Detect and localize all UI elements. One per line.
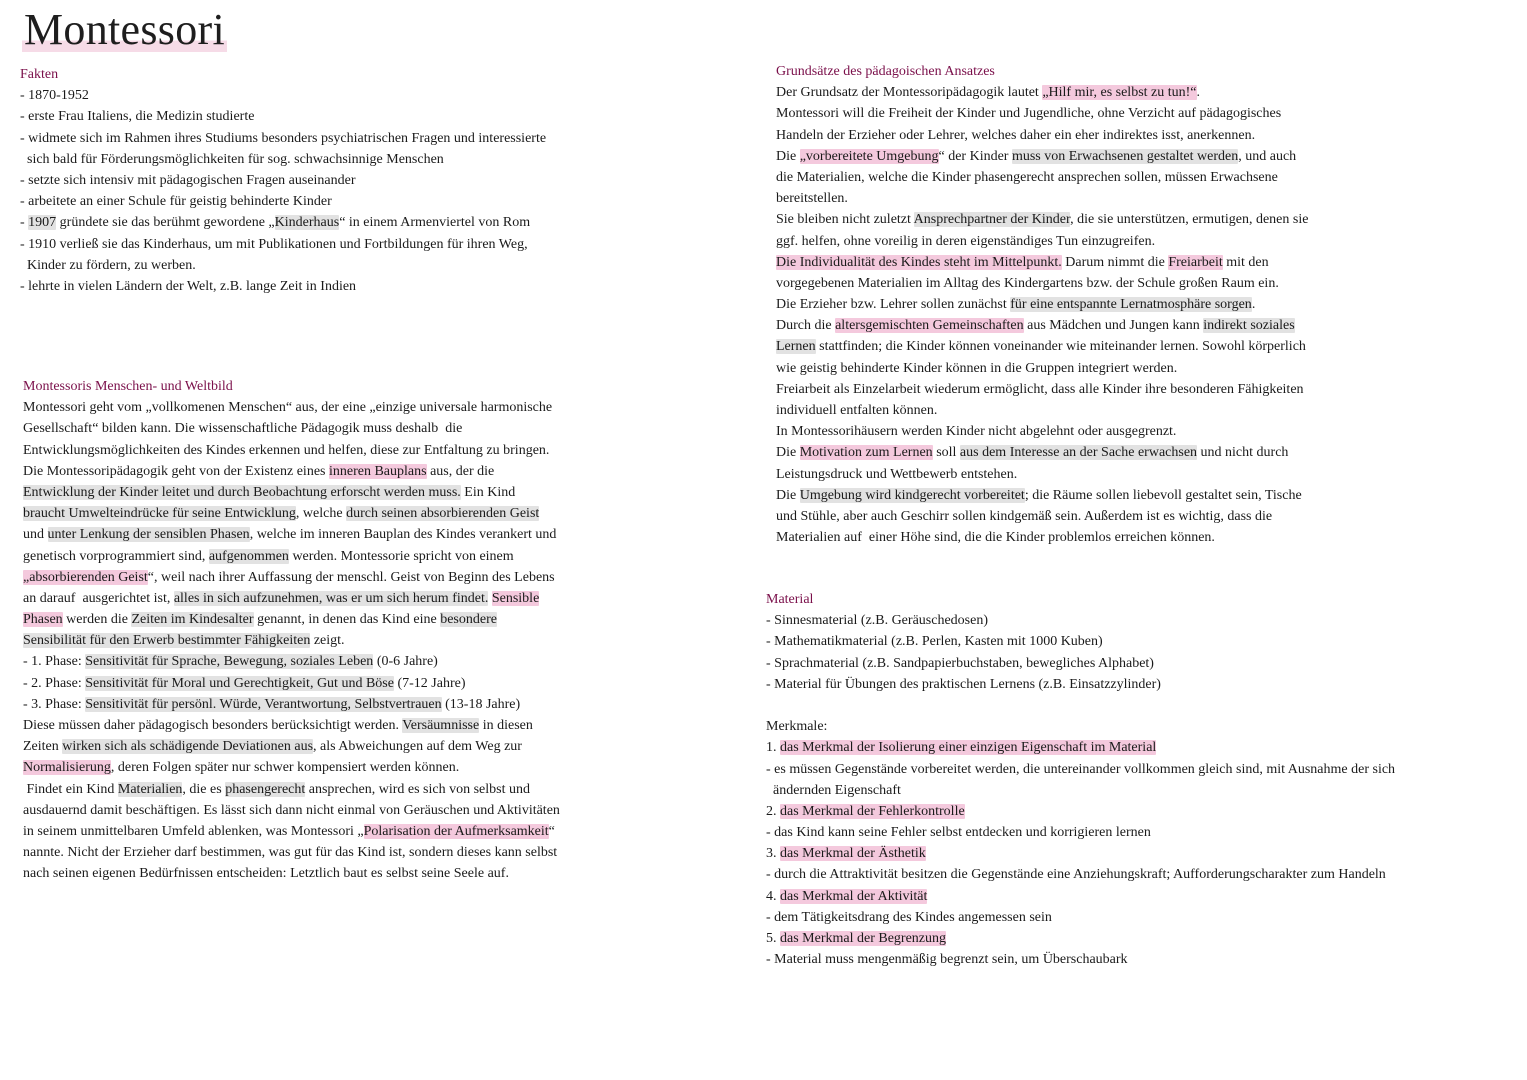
text-segment: Freiarbeit als Einzelarbeit wiederum ermöglicht, dass alle Kinder ihre besonderen Fähigkeiten (776, 381, 1304, 397)
text-segment: vorgegebenen Materialien im Alltag des Kindergartens bzw. der Schule großen Raum ein. (776, 275, 1279, 291)
text-segment: (0-6 Jahre) (373, 654, 438, 670)
text-segment: . (1251, 297, 1256, 313)
text-segment: Die Montessoripädagogik geht von der Existenz eines (23, 463, 329, 479)
highlighted-phrase: indirekt soziales (1203, 318, 1295, 334)
highlighted-phrase: inneren Bauplans (328, 463, 427, 479)
text-segment: . (1196, 85, 1201, 101)
text-segment: in diesen (479, 718, 533, 733)
text-line (766, 801, 1395, 822)
text-segment: , welche (295, 506, 347, 522)
text-segment: Materialien auf einer Höhe sind, die die Kinder problemlos erreichen können. (776, 530, 1215, 546)
text-line (776, 252, 1308, 273)
highlighted-phrase: Versäumnisse (402, 718, 480, 733)
text-segment: Montessori will die Freiheit der Kinder und Jugendliche, ohne Verzicht auf pädagogisches (776, 106, 1282, 122)
highlighted-phrase: phasengerecht (225, 781, 306, 797)
section-heading: Grundsätze des pädagoischen Ansatzes (776, 64, 995, 79)
text-segment: 5. (766, 931, 780, 946)
text-segment: mit den (1222, 254, 1269, 270)
text-segment: an darauf ausgerichtet ist, (23, 590, 174, 606)
text-line (766, 695, 1395, 716)
text-line (776, 315, 1308, 336)
text-segment: und (23, 527, 48, 543)
text-segment: Leistungsdruck und Wettbewerb entstehen. (776, 466, 1018, 482)
highlighted-phrase: alles in sich aufzunehmen, was er um sich herum findet. (173, 590, 489, 606)
text-line (20, 276, 546, 297)
text-segment: aus, der die (426, 463, 495, 479)
text-line (776, 209, 1308, 230)
text-line (23, 757, 560, 778)
text-line (23, 482, 560, 503)
text-segment: Die Erzieher bzw. Lehrer sollen zunächst (776, 297, 1011, 313)
text-line (776, 358, 1308, 379)
highlighted-phrase: „absorbierenden Geist (23, 569, 148, 585)
text-segment: Gesellschaft“ bilden kann. Die wissenschaftliche Pädagogik muss deshalb die (23, 421, 463, 437)
highlighted-phrase: Kinderhaus (274, 215, 340, 231)
text-segment: , als Abweichungen auf dem Weg zur (313, 739, 522, 755)
text-segment: - Sinnesmaterial (z.B. Geräuschedosen) (766, 613, 988, 629)
highlighted-phrase: Materialien (117, 781, 183, 797)
text-segment: - durch die Attraktivität besitzen die Gegenstände eine Anziehungskraft; Aufforderungscharakter zum Handeln (766, 867, 1386, 883)
highlighted-phrase: Umgebung wird kindgerecht vorbereitet (799, 487, 1025, 503)
text-segment: stattfinden; die Kinder können voneinander wie miteinander lernen. Sowohl körperlich (815, 339, 1306, 355)
text-line (766, 780, 1395, 801)
text-line (776, 379, 1308, 400)
text-segment: individuell entfalten können. (776, 403, 938, 418)
text-segment: Die (776, 148, 800, 164)
text-segment: nach seinen eigenen Bedürfnissen entscheiden: Letztlich baut es selbst seine Seele auf. (23, 866, 509, 882)
text-line (766, 631, 1395, 652)
text-line (776, 125, 1308, 146)
text-segment: , deren Folgen später nur schwer kompensiert werden können. (110, 760, 460, 776)
text-line (766, 907, 1395, 928)
highlighted-phrase: durch seinen absorbierenden Geist (346, 506, 540, 522)
text-segment: bereitstellen. (776, 191, 848, 207)
text-line (23, 546, 560, 567)
text-line (776, 336, 1308, 357)
text-line (766, 886, 1395, 907)
text-line (776, 400, 1308, 421)
text-segment: - es müssen Gegenstände vorbereitet werden, die untereinander vollkommen gleich sind, mit Ausnahme der sich (766, 761, 1396, 777)
page-title: Montessori (24, 5, 225, 54)
section-material (766, 589, 1395, 970)
text-segment: In Montessorihäusern werden Kinder nicht abgelehnt oder ausgegrenzt. (776, 424, 1177, 440)
section-grundsaetze (776, 61, 1308, 548)
text-segment: Die (776, 487, 800, 503)
text-line (776, 421, 1308, 442)
text-segment: und Stühle, aber auch Geschirr sollen kindgemäß sein. Außerdem ist es wichtig, dass die (776, 508, 1273, 524)
text-segment: Durch die (776, 318, 836, 334)
text-segment: wie geistig behinderte Kinder können in die Gruppen integriert werden. (776, 360, 1178, 376)
text-segment: - (20, 215, 29, 231)
text-line (23, 800, 560, 821)
highlighted-phrase: Polarisation der Aufmerksamkeit (363, 823, 549, 839)
text-segment: - Mathematikmaterial (z.B. Perlen, Kasten mit 1000 Kuben) (766, 634, 1103, 650)
text-segment: ändernden Eigenschaft (766, 782, 901, 798)
text-line (23, 779, 560, 800)
text-line (20, 106, 546, 127)
text-line (766, 928, 1395, 949)
text-segment: nannte. Nicht der Erzieher darf bestimmen, was gut für das Kind ist, sondern dieses kann selbst (23, 845, 558, 861)
highlighted-phrase: braucht Umwelteindrücke für seine Entwicklung (23, 506, 296, 522)
text-segment: , die es (182, 781, 226, 797)
text-line (776, 442, 1308, 463)
text-segment: , die sie unterstützen, ermutigen, denen sie (1070, 212, 1309, 228)
highlighted-phrase: Sensitivität für Sprache, Bewegung, soziales Leben (85, 654, 374, 670)
text-line (23, 651, 560, 672)
text-line (20, 85, 546, 106)
highlighted-phrase: Normalisierung (23, 760, 111, 776)
text-line (766, 674, 1395, 695)
text-line (23, 397, 560, 418)
text-segment: ggf. helfen, ohne voreilig in deren eigenständiges Tun einzugreifen. (776, 233, 1156, 249)
highlighted-phrase: das Merkmal der Aktivität (780, 888, 928, 904)
highlighted-phrase: Ansprechpartner der Kinder (913, 212, 1071, 228)
text-segment: Diese müssen daher pädagogisch besonders berücksichtigt werden. (23, 718, 403, 733)
text-segment: ansprechen, wird es sich von selbst und (305, 781, 530, 797)
text-segment: genannt, in denen das Kind eine (253, 612, 441, 628)
text-segment: 3. (766, 846, 780, 862)
text-line (23, 418, 560, 439)
text-line (23, 736, 560, 757)
text-segment: Merkmale: (766, 719, 828, 735)
highlighted-phrase: Freiarbeit (1168, 254, 1223, 270)
text-segment: “, weil nach ihrer Auffassung der menschl. Geist von Beginn des Lebens (147, 569, 555, 585)
text-segment: Montessori geht vom „vollkomenen Menschen“ aus, der eine „einzige universale harmonische (23, 400, 553, 416)
text-segment: Kinder zu fördern, zu werben. (20, 257, 196, 273)
text-line (23, 630, 560, 651)
text-segment: Der Grundsatz der Montessoripädagogik lautet (776, 85, 1043, 101)
highlighted-phrase: Sensible (491, 590, 540, 606)
text-segment: Darum nimmt die (1061, 254, 1169, 270)
text-segment: Handeln der Erzieher oder Lehrer, welches daher ein eher indirektes isst, anerkennen. (776, 127, 1256, 143)
text-line (23, 694, 560, 715)
text-segment: , und auch (1238, 148, 1297, 164)
text-line (20, 128, 546, 149)
highlighted-phrase: altersgemischten Gemeinschaften (835, 318, 1024, 334)
text-segment: in seinem unmittelbaren Umfeld ablenken, was Montessori „ (23, 823, 364, 839)
text-line (23, 567, 560, 588)
text-line (23, 588, 560, 609)
text-segment: Die (776, 445, 800, 461)
highlighted-phrase: unter Lenkung der sensiblen Phasen (47, 527, 250, 543)
highlighted-phrase: 1907 (28, 215, 57, 231)
text-segment: ; die Räume sollen liebevoll gestaltet sein, Tische (1024, 487, 1302, 503)
highlighted-phrase: Lernen (776, 339, 816, 355)
text-segment: Sie bleiben nicht zuletzt (776, 212, 914, 228)
text-line (776, 485, 1308, 506)
text-segment: - Material muss mengenmäßig begrenzt sein, um Überschaubark (766, 952, 1128, 968)
text-line (766, 653, 1395, 674)
text-segment: soll (932, 445, 960, 461)
highlighted-phrase: wirken sich als schädigende Deviationen aus (62, 739, 314, 755)
text-segment: - Sprachmaterial (z.B. Sandpapierbuchstaben, bewegliches Alphabet) (766, 655, 1154, 671)
text-line (776, 273, 1308, 294)
highlighted-phrase: aufgenommen (208, 548, 289, 564)
text-line (776, 103, 1308, 124)
highlighted-phrase: das Merkmal der Fehlerkontrolle (780, 803, 965, 819)
text-line (23, 440, 560, 461)
text-line (766, 843, 1395, 864)
highlighted-phrase: Entwicklung der Kinder leitet und durch Beobachtung erforscht werden muss. (23, 484, 461, 500)
text-line (776, 82, 1308, 103)
text-segment: ausdauernd damit beschäftigen. Es lässt sich dann nicht einmal von Geräuschen und Aktivitäten (23, 802, 560, 818)
text-line (23, 503, 560, 524)
highlighted-phrase: besondere (440, 612, 497, 628)
highlighted-phrase: Motivation zum Lernen (799, 445, 933, 461)
text-segment: “ der Kinder (938, 148, 1012, 164)
text-segment: zeigt. (310, 633, 345, 649)
highlighted-phrase: Phasen (23, 612, 63, 628)
text-line (766, 822, 1395, 843)
text-segment: aus Mädchen und Jungen kann (1023, 318, 1204, 334)
text-line (776, 188, 1308, 209)
text-segment: Entwicklungsmöglichkeiten des Kindes erkennen und helfen, diese zur Entfaltung zu bringen. (23, 442, 550, 458)
text-line (766, 949, 1395, 970)
text-segment: - arbeitete an einer Schule für geistig behinderte Kinder (20, 194, 332, 210)
section-heading: Material (766, 592, 814, 607)
text-line (23, 863, 560, 884)
text-segment: - 1870-1952 (20, 88, 89, 104)
text-line (20, 234, 546, 255)
text-line (776, 167, 1308, 188)
text-line (766, 716, 1395, 737)
text-segment: (13-18 Jahre) (441, 696, 521, 712)
text-segment: 2. (766, 803, 780, 819)
text-segment: “ in einem Armenviertel von Rom (339, 215, 531, 231)
text-segment: Zeiten (23, 739, 63, 755)
text-line (23, 842, 560, 863)
text-line (23, 609, 560, 630)
text-line (20, 191, 546, 212)
text-line (20, 255, 546, 276)
text-segment: - 1. Phase: (23, 654, 86, 670)
text-segment: “ (548, 823, 555, 839)
text-segment: - 1910 verließ sie das Kinderhaus, um mit Publikationen und Fortbildungen für ihren Weg, (20, 236, 528, 252)
text-line (766, 610, 1395, 631)
text-line (20, 170, 546, 191)
text-segment: - 3. Phase: (23, 696, 86, 712)
text-segment: - erste Frau Italiens, die Medizin studierte (20, 109, 255, 125)
highlighted-phrase: „Hilf mir, es selbst zu tun!“ (1042, 85, 1197, 101)
text-segment: - das Kind kann seine Fehler selbst entdecken und korrigieren lernen (766, 825, 1151, 841)
text-segment: Findet ein Kind (23, 781, 118, 797)
section-fakten (20, 64, 546, 297)
highlighted-phrase: Die Individualität des Kindes steht im Mittelpunkt. (776, 254, 1062, 270)
text-line (23, 821, 560, 842)
highlighted-phrase: das Merkmal der Begrenzung (780, 931, 946, 946)
highlighted-phrase: Zeiten im Kindesalter (131, 612, 254, 628)
text-line (776, 231, 1308, 252)
text-segment: - 2. Phase: (23, 675, 86, 691)
text-line (23, 673, 560, 694)
text-segment: sich bald für Förderungsmöglichkeiten für sog. schwachsinnige Menschen (20, 151, 444, 167)
text-line (23, 715, 560, 736)
text-segment: - dem Tätigkeitsdrang des Kindes angemessen sein (766, 909, 1052, 925)
text-segment: und nicht durch (1197, 445, 1289, 461)
highlighted-phrase: Sensitivität für persönl. Würde, Verantwortung, Selbstvertrauen (85, 696, 442, 712)
highlighted-phrase: für eine entspannte Lernatmosphäre sorgen (1010, 297, 1252, 313)
text-line (766, 759, 1395, 780)
text-line (766, 737, 1395, 758)
highlighted-phrase: das Merkmal der Isolierung einer einzigen Eigenschaft im Material (780, 740, 1157, 756)
text-segment: - setzte sich intensiv mit pädagogischen Fragen auseinander (20, 172, 356, 188)
text-segment: genetisch vorprogrammiert sind, (23, 548, 209, 564)
text-segment: , welche im inneren Bauplan des Kindes verankert und (249, 527, 557, 543)
text-line (776, 294, 1308, 315)
text-line (766, 864, 1395, 885)
text-segment: 4. (766, 888, 780, 904)
text-segment: werden. Montessorie spricht von einem (288, 548, 514, 564)
text-line (776, 464, 1308, 485)
text-line (776, 527, 1308, 548)
highlighted-phrase: „vorbereitete Umgebung (799, 148, 939, 164)
text-segment: Ein Kind (460, 484, 516, 500)
section-menschenbild (23, 376, 560, 885)
text-line (23, 461, 560, 482)
highlighted-phrase: aus dem Interesse an der Sache erwachsen (959, 445, 1198, 461)
text-segment: (7-12 Jahre) (393, 675, 466, 691)
text-segment: gründete sie das berühmt gewordene „ (56, 215, 275, 231)
section-heading: Montessoris Menschen- und Weltbild (23, 379, 233, 394)
text-segment: die Materialien, welche die Kinder phasengerecht ansprechen sollen, müssen Erwachsene (776, 169, 1278, 185)
highlighted-phrase: Sensibilität für den Erwerb bestimmter Fähigkeiten (23, 633, 311, 649)
text-line (23, 524, 560, 545)
text-segment: - Material für Übungen des praktischen Lernens (z.B. Einsatzzylinder) (766, 676, 1161, 692)
text-line (776, 506, 1308, 527)
text-segment: - widmete sich im Rahmen ihres Studiums besonders psychiatrischen Fragen und interessierte (20, 130, 547, 146)
highlighted-phrase: das Merkmal der Ästhetik (780, 846, 926, 862)
text-segment: werden die (62, 612, 132, 628)
section-heading: Fakten (20, 67, 59, 82)
text-segment: 1. (766, 740, 780, 756)
highlighted-phrase: Sensitivität für Moral und Gerechtigkeit, Gut und Böse (85, 675, 394, 691)
text-line (20, 212, 546, 233)
text-line (776, 146, 1308, 167)
highlighted-phrase: muss von Erwachsenen gestaltet werden (1011, 148, 1239, 164)
text-line (20, 149, 546, 170)
text-segment: - lehrte in vielen Ländern der Welt, z.B. lange Zeit in Indien (20, 278, 357, 294)
